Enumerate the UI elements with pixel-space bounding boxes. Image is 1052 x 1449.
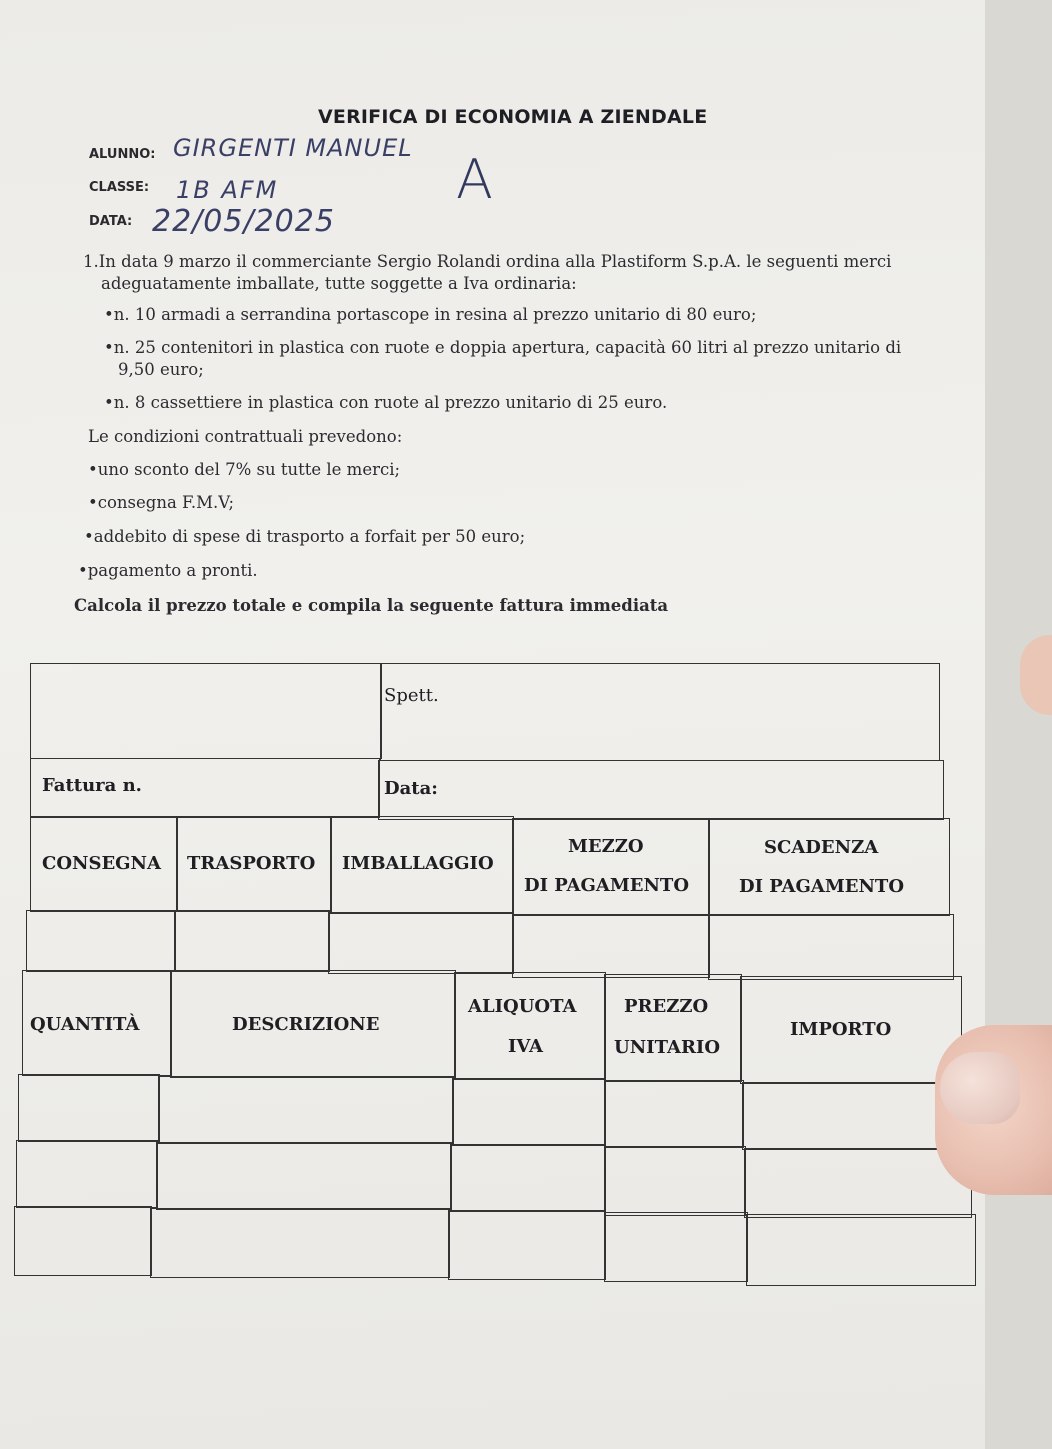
trasporto-label: TRASPORTO: [187, 853, 316, 874]
condition-1: • uno sconto del 7% su tutte le merci;: [88, 458, 400, 481]
row1-prezzo[interactable]: [604, 1080, 744, 1148]
exercise-intro-line2: adeguatamente imballate, tutte soggette a Iva ordinaria:: [101, 274, 577, 293]
trasporto-value-cell[interactable]: [174, 910, 330, 972]
prezzo-header: [604, 974, 742, 1082]
row1-descrizione[interactable]: [158, 1076, 454, 1144]
mezzo-label-2: DI PAGAMENTO: [524, 875, 689, 896]
invoice-logo-cell: [30, 663, 382, 759]
alunno-handwritten: GIRGENTI MANUEL: [173, 134, 413, 162]
row1-aliquota[interactable]: [452, 1078, 606, 1146]
consegna-label: CONSEGNA: [42, 853, 161, 874]
prezzo-label-1: PREZZO: [624, 996, 709, 1017]
thumb-nail: [940, 1052, 1020, 1124]
scadenza-label-2: DI PAGAMENTO: [739, 876, 904, 897]
conditions-title: Le condizioni contrattuali prevedono:: [88, 427, 403, 446]
mezzo-label-1: MEZZO: [568, 836, 644, 857]
spett-cell: [380, 663, 940, 761]
row3-quantita[interactable]: [14, 1206, 152, 1276]
row3-prezzo[interactable]: [604, 1212, 748, 1282]
page-title: VERIFICA DI ECONOMIA A ZIENDALE: [318, 106, 708, 128]
item-1: • n. 10 armadi a serrandina portascope in resina al prezzo unitario di 80 euro;: [104, 303, 756, 326]
row3-aliquota[interactable]: [448, 1210, 606, 1280]
row1-quantita[interactable]: [18, 1074, 160, 1142]
quantita-label: QUANTITÀ: [30, 1014, 140, 1035]
item-2-line2: 9,50 euro;: [118, 360, 204, 379]
fattura-label: Fattura n.: [42, 775, 142, 796]
item-3: • n. 8 cassettiere in plastica con ruote al prezzo unitario di 25 euro.: [104, 391, 667, 414]
alunno-label: ALUNNO:: [89, 147, 156, 162]
row3-importo[interactable]: [746, 1214, 976, 1286]
aliquota-label-2: IVA: [508, 1036, 543, 1057]
data-cell: [378, 760, 944, 820]
data-field-label: Data:: [384, 778, 438, 799]
importo-label: IMPORTO: [790, 1019, 892, 1040]
spett-label: Spett.: [384, 685, 439, 706]
scadenza-label-1: SCADENZA: [764, 837, 879, 858]
classe-handwritten: 1B AFM: [176, 176, 279, 204]
scadenza-value-cell[interactable]: [708, 914, 954, 980]
aliquota-label-1: ALIQUOTA: [468, 996, 577, 1017]
prezzo-label-2: UNITARIO: [614, 1037, 721, 1058]
imballaggio-label: IMBALLAGGIO: [342, 853, 494, 874]
grade-mark: A: [456, 148, 493, 211]
imballaggio-value-cell[interactable]: [328, 912, 514, 974]
mezzo-header: [512, 818, 710, 916]
task-instruction: Calcola il prezzo totale e compila la seguente fattura immediata: [74, 596, 669, 615]
row2-aliquota[interactable]: [450, 1144, 606, 1212]
descrizione-label: DESCRIZIONE: [232, 1014, 380, 1035]
data-label: DATA:: [89, 214, 133, 229]
aliquota-header: [454, 972, 606, 1080]
condition-4: • pagamento a pronti.: [78, 559, 258, 582]
row2-prezzo[interactable]: [604, 1146, 746, 1216]
consegna-value-cell[interactable]: [26, 910, 176, 972]
exercise-intro-line1: 1.In data 9 marzo il commerciante Sergio Rolandi ordina alla Plastiform S.p.A. le seguenti merci: [83, 252, 892, 271]
row2-quantita[interactable]: [16, 1140, 158, 1208]
data-handwritten: 22/05/2025: [152, 204, 335, 239]
row2-importo[interactable]: [744, 1148, 972, 1218]
condition-3: • addebito di spese di trasporto a forfait per 50 euro;: [84, 525, 525, 548]
row3-descrizione[interactable]: [150, 1208, 450, 1278]
classe-label: CLASSE:: [89, 180, 150, 195]
mezzo-value-cell[interactable]: [512, 914, 710, 978]
scadenza-header: [708, 818, 950, 916]
condition-2: • consegna F.M.V;: [88, 491, 234, 514]
finger: [1020, 635, 1052, 715]
row2-descrizione[interactable]: [156, 1142, 452, 1210]
item-2-line1: • n. 25 contenitori in plastica con ruote e doppia apertura, capacità 60 litri al prezzo unitario di: [104, 336, 901, 359]
